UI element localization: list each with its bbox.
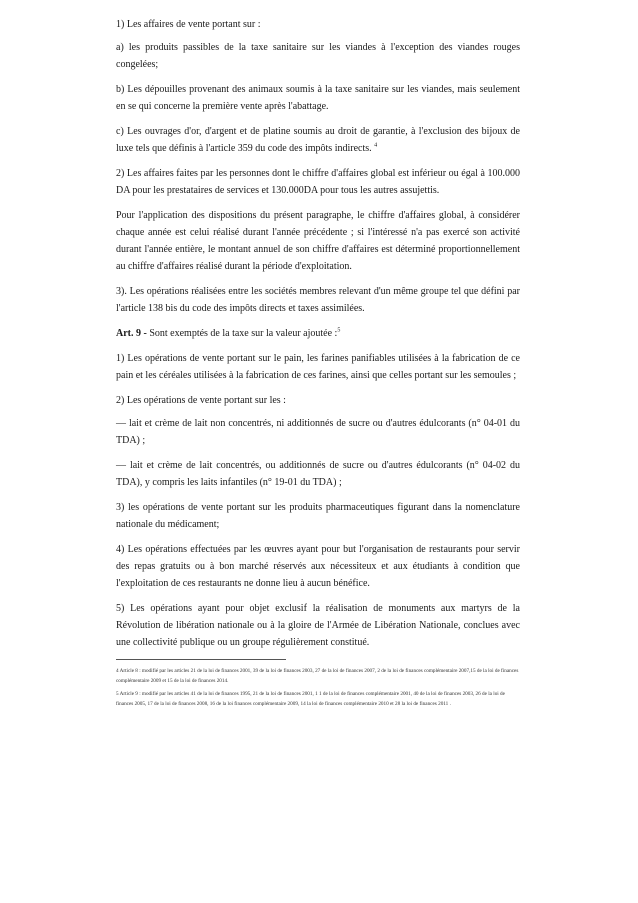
paragraph-2: 2) Les affaires faites par les personnes dont le chiffre d'affaires global est inférieur ou égal à 100.000 DA pour les prestataires de services et 130.000DA pour tous les autres assujettis.	[116, 168, 520, 196]
art9-paragraph-3: 3) les opérations de vente portant sur les produits pharmaceutiques figurant dans la nomenclature nationale du médicament;	[116, 502, 520, 530]
footnote-5: 5 Article 9 : modifié par les articles 41 de la loi de finances 1995, 21 de la loi de finances 2001, 1 1 de la loi de finances complémentaire 2001, 40 de la loi de finances 2003, 26 de la loi de finances 2005, 17 de la loi de finances 2008, 16 de la loi finances complémentaire 2009, 14 la loi de finances complémentaire 2010 et 28 la loi de finances 2011 .	[116, 691, 505, 707]
document-body	[116, 16, 520, 712]
art9-paragraph-1: 1) Les opérations de vente portant sur le pain, les farines panifiables utilisées à la fabrication de ce pain et les céréales utilisées à la fabrication de ces farines, ainsi que celles portant sur les semoules ;	[116, 353, 520, 381]
paragraph-b: b) Les dépouilles provenant des animaux soumis à la taxe sanitaire sur les viandes, mais seulement en se qui concerne la première vente après l'abattage.	[116, 84, 520, 112]
paragraph-c	[116, 123, 520, 157]
paragraph-c-text: c) Les ouvrages d'or, d'argent et de platine soumis au droit de garantie, à l'exclusion des bijoux de luxe tels que définis à l'article 359 du code des impôts indirects.	[116, 126, 520, 154]
article-9-text: Sont exemptés de la taxe sur la valeur ajoutée :	[146, 328, 338, 339]
paragraph-3: 3). Les opérations réalisées entre les sociétés membres relevant d'un même groupe tel que défini par l'article 138 bis du code des impôts directs et taxes assimilées.	[116, 286, 520, 314]
footnote-4: 4 Article 8 : modifié par les articles 21 de la loi de finances 2001, 39 de la loi de finances 2003, 27 de la loi de finances 2007, 2 de la loi de finances complémentaire 2007,15 de la loi de finances complémentaire 2009 et 15 de la loi de finances 2014.	[116, 668, 519, 684]
paragraph-affaires-vente: 1) Les affaires de vente portant sur :	[116, 19, 261, 30]
footnote-divider	[116, 659, 286, 660]
article-9-heading	[116, 325, 520, 342]
art9-lait-non-concentres: — lait et crème de lait non concentrés, ni additionnés de sucre ou d'autres édulcorants (n° 04-01 du TDA) ;	[116, 418, 520, 446]
art9-paragraph-2: 2) Les opérations de vente portant sur les :	[116, 395, 286, 406]
paragraph-a: a) les produits passibles de la taxe sanitaire sur les viandes à l'exception des viandes rouges congelées;	[116, 42, 520, 70]
footnote-ref-5: 5	[337, 327, 341, 334]
art9-paragraph-4: 4) Les opérations effectuées par les œuvres ayant pour but l'organisation de restaurants pour servir des repas gratuits ou à bon marché réservés aux nécessiteux et aux étudiants à condition que l'exploitation de ces restaurants ne donne lieu à aucun bénéfice.	[116, 544, 520, 589]
paragraph-application: Pour l'application des dispositions du présent paragraphe, le chiffre d'affaires global, à considérer chaque année est celui réalisé durant l'année précédente ; si l'intéressé n'a pas exercé son activité durant l'année entière, le montant annuel de son chiffre d'affaires est déterminé proportionnellement au chiffre d'affaires réalisé durant la période d'exploitation.	[116, 210, 520, 272]
article-9-title: Art. 9 -	[116, 328, 147, 339]
art9-lait-concentres: — lait et crème de lait concentrés, ou additionnés de sucre ou d'autres édulcorants (n° 04-02 du TDA), y compris les laits infantiles (n° 19-01 du TDA) ;	[116, 460, 520, 488]
art9-paragraph-5: 5) Les opérations ayant pour objet exclusif la réalisation de monuments aux martyrs de la Révolution de libération nationale ou à la gloire de l'Armée de Libération Nationale, conclues avec une collectivité publique ou un groupe régulièrement constitué.	[116, 603, 520, 648]
footnote-ref-4: 4	[374, 142, 378, 149]
